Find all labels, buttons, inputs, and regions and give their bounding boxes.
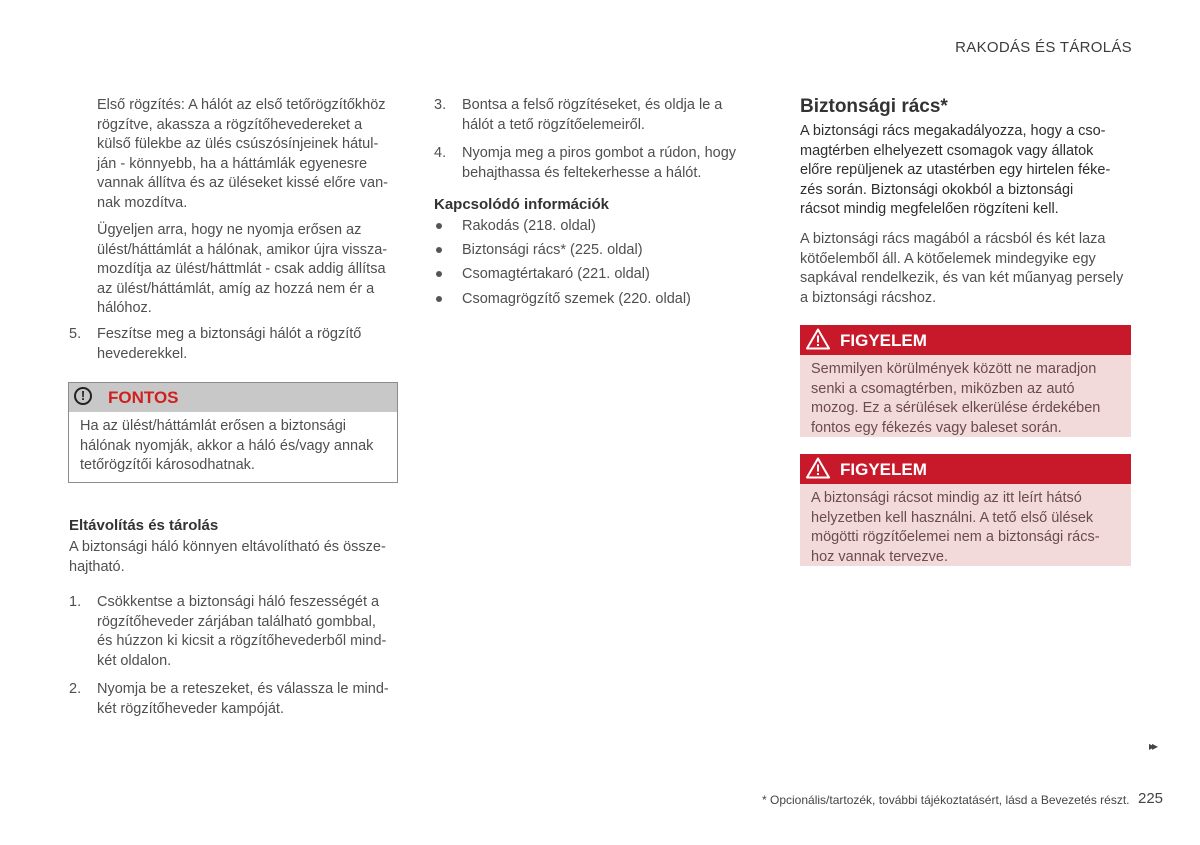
warning-body	[811, 360, 1123, 438]
text-line: rögzítőheveder zárjában található gombbal,	[97, 613, 376, 630]
step-number: 1.	[69, 594, 82, 610]
text-line: a biztonsági rácshoz.	[800, 289, 937, 306]
text-line: rácsot mindig megfelelően rögzíteni kell.	[800, 201, 1059, 217]
bullet-icon	[436, 296, 442, 302]
text-line: sapkával rendelkezik, és van két műanyag persely	[800, 270, 1124, 286]
step-text	[97, 325, 361, 364]
warning-body	[811, 489, 1123, 567]
text-line: A biztonsági rácsot mindig az itt leírt hátsó	[811, 490, 1082, 506]
text-line: Ügyeljen arra, hogy ne nyomja erősen az	[97, 222, 362, 238]
text-line: Csökkentse a biztonsági háló feszességét a	[97, 594, 380, 610]
text-line: hálót a tető rögzítőelemeiről.	[462, 116, 645, 133]
text-line: tetőrögzítői károsodhatnak.	[80, 457, 255, 473]
text-line: A biztonsági háló könnyen eltávolítható és össze-	[69, 539, 386, 555]
text-line: senki a csomagtérben, miközben az autó	[811, 380, 1075, 397]
text-line: és húzzon ki kicsit a rögzítőhevederből mind-	[97, 633, 387, 649]
footnote: * Opcionális/tartozék, további tájékoztatásért, lásd a Bevezetés részt.	[762, 793, 1130, 807]
text-line: két oldalon.	[97, 652, 172, 669]
text-line: Nyomja be a reteszeket, és válassza le mind-	[97, 681, 389, 697]
description-paragraph	[800, 230, 1123, 308]
text-line: mozog. Ez a sérülések elkerülése érdekében	[811, 400, 1101, 416]
notice-title: FONTOS	[108, 388, 179, 407]
notice-header-bar	[69, 383, 397, 412]
text-line: hoz vannak tervezve.	[811, 548, 949, 565]
step-number: 3.	[434, 97, 447, 113]
related-heading: Kapcsolódó információk	[434, 196, 610, 213]
text-line: hálónak nyomják, akkor a háló és/vagy annak	[80, 437, 374, 454]
warning-title: FIGYELEM	[840, 331, 927, 350]
section-title: RAKODÁS ÉS TÁROLÁS	[955, 39, 1132, 56]
warning-box	[800, 325, 1131, 437]
double-arrow-right-icon: ▸▸	[1149, 739, 1156, 753]
text-line: előre repüljenek az utastérben egy hirtelen féke-	[800, 162, 1111, 178]
step-number: 2.	[69, 681, 82, 697]
text-line: Feszítse meg a biztonsági hálót a rögzítő	[97, 326, 362, 342]
section-heading: Eltávolítás és tárolás	[69, 517, 219, 534]
step-text	[97, 593, 386, 671]
text-line: helyzetben kell használni. A tető első ülések	[811, 509, 1094, 526]
text-line: Nyomja meg a piros gombot a rúdon, hogy	[462, 145, 737, 161]
text-line: hajtható.	[69, 558, 125, 575]
related-link-text[interactable]: Csomagrögzítő szemek (220. oldal)	[462, 291, 691, 307]
text-line: az ülést/háttámlát, amíg az hozzá nem ér a	[97, 280, 375, 297]
text-line: behajthassa és feltekerhesse a hálót.	[462, 164, 702, 181]
warning-triangle-icon	[806, 328, 830, 350]
text-line: Bontsa a felső rögzítéseket, és oldja le a	[462, 97, 723, 113]
text-line: hálóhoz.	[97, 300, 152, 316]
bullet-icon	[436, 247, 442, 253]
warning-triangle-icon	[806, 457, 830, 479]
bullet-icon	[436, 223, 442, 229]
text-line: két rögzítőheveder kampóját.	[97, 700, 284, 717]
text-line: ülést/háttámlát a hálónak, amikor újra vissza-	[97, 241, 388, 258]
step-text	[462, 96, 722, 135]
text-line: zés során. Biztonsági okokból a biztonsági	[800, 181, 1074, 198]
text-line: vannak állítva és az üléseket kissé előre van-	[97, 175, 388, 191]
notice-body	[80, 417, 392, 476]
related-link-text[interactable]: Biztonsági rács* (225. oldal)	[462, 242, 643, 258]
bullet-icon	[436, 271, 442, 277]
text-line: mögötti rögzítőelemei nem a biztonsági rács-	[811, 529, 1100, 545]
text-line: külső fülekbe az ülés csúszósínjeinek hátul-	[97, 136, 379, 152]
warning-header-bar	[800, 325, 1131, 355]
step-text	[97, 680, 389, 719]
removal-intro	[69, 538, 386, 577]
warning-header-bar	[800, 454, 1131, 484]
text-line: Első rögzítés: A hálót az első tetőrögzítőkhöz	[97, 97, 386, 113]
page-number: 225	[1138, 790, 1164, 807]
text-line: A biztonsági rács magából a rácsból és két laza	[800, 231, 1106, 247]
section-heading: Biztonsági rács*	[800, 96, 948, 117]
text-line: fontos egy fékezés vagy baleset során.	[811, 419, 1062, 436]
exclamation-circle-icon: !	[74, 387, 92, 405]
text-line: mozdítja az ülést/háttmlát - csak addig állítsa	[97, 261, 386, 277]
step-number: 5.	[69, 326, 82, 342]
important-notice-box	[68, 382, 398, 483]
text-line: A biztonsági rács megakadályozza, hogy a cso-	[800, 123, 1106, 139]
step-text	[462, 144, 736, 183]
step-number: 4.	[434, 145, 447, 161]
warning-title: FIGYELEM	[840, 460, 927, 479]
related-link-text[interactable]: Rakodás (218. oldal)	[462, 218, 596, 234]
related-link-text[interactable]: Csomagtértakaró (221. oldal)	[462, 266, 650, 282]
text-line: magtérben elhelyezett csomagok vagy állatok	[800, 142, 1094, 159]
text-line: ján - könnyebb, ha a háttámlák egyenesre	[97, 155, 368, 172]
lead-paragraph	[800, 122, 1110, 220]
caution-paragraph	[97, 221, 387, 319]
warning-box	[800, 454, 1131, 566]
text-line: rögzítve, akassza a rögzítőhevedereket a	[97, 116, 363, 133]
text-line: Semmilyen körülmények között ne maradjon	[811, 361, 1097, 377]
intro-paragraph	[97, 96, 388, 213]
text-line: kötőelemből áll. A kötőelemek mindegyike egy	[800, 250, 1096, 267]
text-line: nak mozdítva.	[97, 194, 188, 211]
text-line: hevederekkel.	[97, 345, 188, 362]
text-line: Ha az ülést/háttámlát erősen a biztonsági	[80, 418, 346, 434]
